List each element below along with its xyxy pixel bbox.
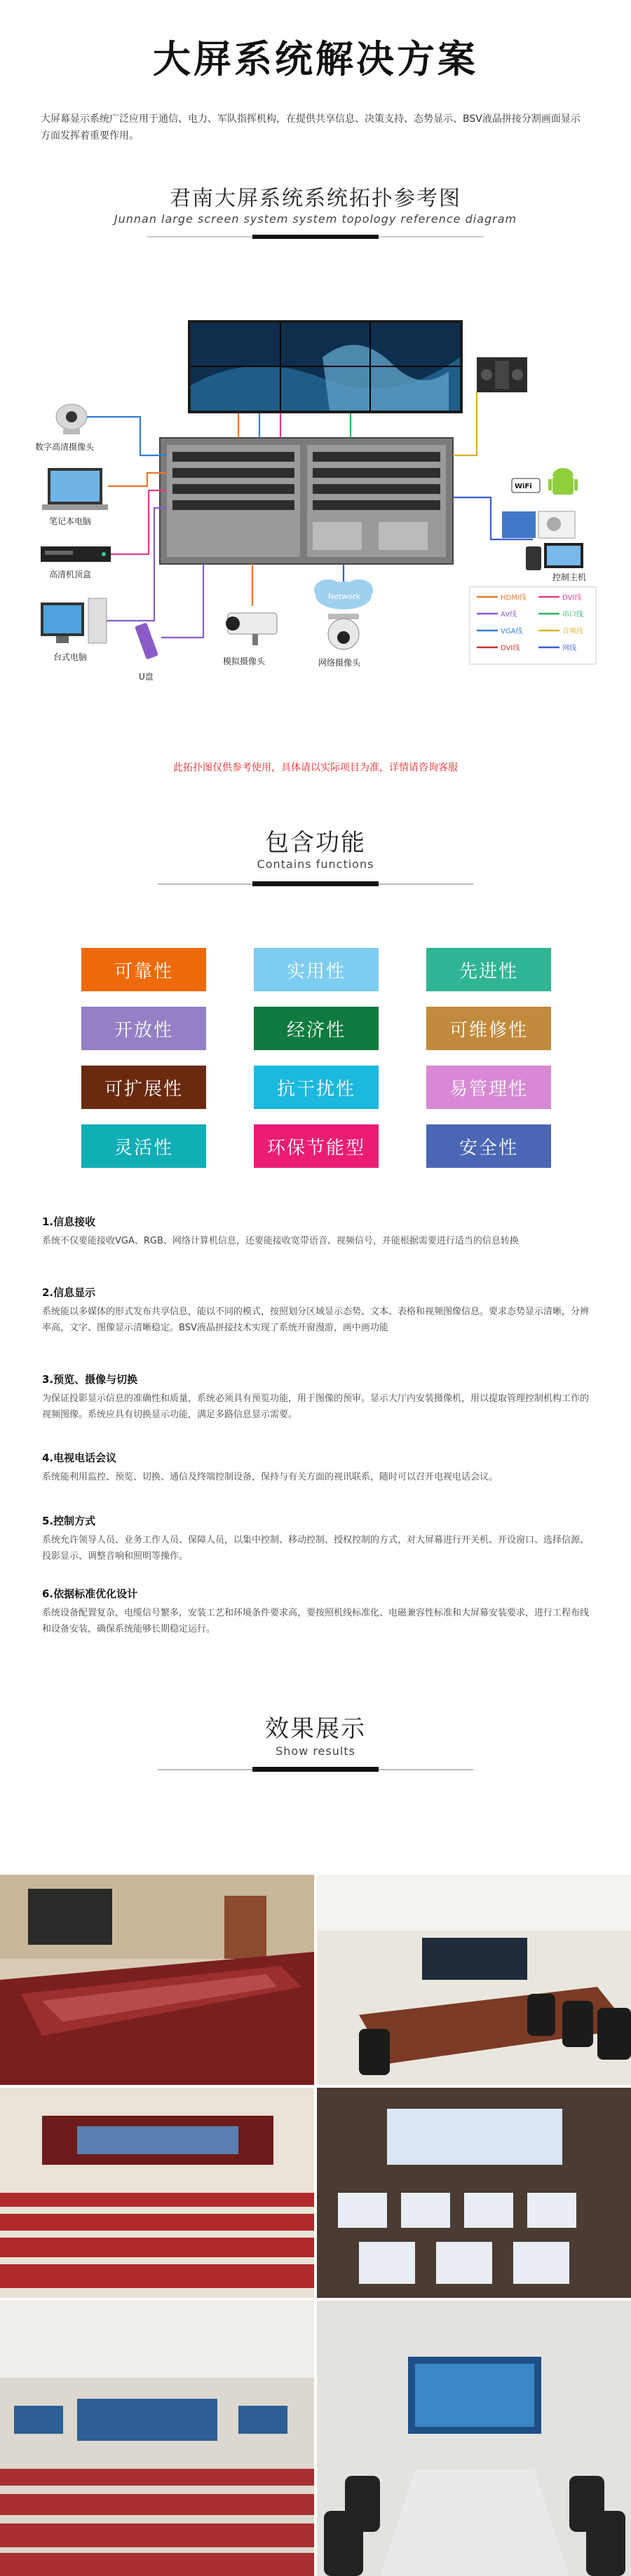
matrix-chassis (160, 438, 453, 564)
analog-camera-label: 模拟摄像头 (223, 656, 266, 666)
tile-anti-interference: 抗干扰性 (254, 1066, 379, 1109)
intro-text: 大屏幕显示系统广泛应用于通信、电力、军队指挥机构，在提供共享信息、决策支持、态势显示、BSV液晶拼接分割画面显示方面发挥着重要作用。 (41, 113, 581, 142)
feature-6-title: 6.依据标准优化设计 (42, 1587, 138, 1600)
feature-2-text: 系统能以多媒体的形式发布共享信息，能以不同的模式，按照划分区域显示态势、文本、表格和视频图像信息。要求态势显示清晰，分辨率高，文字、图像显示清晰稳定。BSV液晶拼接技术实现了系统开窗漫游，画中画功能 (42, 1307, 590, 1333)
legend-label: 串口线 (562, 611, 583, 619)
network-cloud-icon (314, 579, 373, 609)
tile-manageability: 易管理性 (426, 1066, 551, 1109)
legend-label: VGA线 (501, 628, 523, 635)
photo-lecture-hall (0, 2301, 314, 2576)
hd-camera-icon (56, 404, 87, 434)
usb-icon (135, 622, 158, 659)
feature-6-text: 系统设备配置复杂，电缆信号繁多，安装工艺和环境条件要求高，要按照机线标准化、电磁兼容性标准和大屏幕安装要求，进行工程布线和设备安装，确保系统能够长期稳定运行。 (42, 1608, 590, 1634)
wifi-icon (512, 478, 540, 493)
results-divider-accent (252, 1767, 379, 1772)
legend-label: 音频线 (562, 628, 583, 635)
tile-reliability: 可靠性 (81, 948, 206, 991)
feature-5-text: 系统允许领导人员、业务工作人员、保障人员，以集中控制、移动控制、授权控制的方式，对大屏幕进行开关机、开设窗口、选择信源、投影显示、调整音响和照明等操作。 (42, 1535, 590, 1562)
topology-diagram (28, 245, 603, 736)
feature-1-text: 系统不仅要能接收VGA、RGB、网络计算机信息，还要能接收宽带语音、视频信号，并能根据需要进行适当的信息转换 (42, 1236, 519, 1246)
photo-auditorium (0, 2088, 314, 2298)
functions-title: 包含功能 (265, 829, 366, 857)
usb-label: U盘 (139, 672, 154, 682)
feature-3-text: 为保证投影显示信息的准确性和质量，系统必须具有预览功能，用于图像的预审。显示大厅内安装摄像机，用以提取管理控制机构工作的视频图像。系统应具有切换显示功能，满足多路信息显示需要。 (42, 1393, 590, 1420)
tile-security: 安全性 (426, 1124, 551, 1168)
desktop-icon (41, 598, 107, 643)
functions-divider-accent (252, 881, 379, 886)
legend-label: DVI线 (562, 594, 582, 602)
cable-legend (470, 587, 596, 664)
legend-label: DVI线 (501, 645, 520, 652)
tile-economy: 经济性 (254, 1007, 379, 1050)
ip-camera-label: 网络摄像头 (318, 658, 361, 668)
desktop-label: 台式电脑 (53, 652, 88, 662)
tile-scalability: 可扩展性 (81, 1066, 206, 1109)
legend-label: AV线 (501, 611, 517, 619)
laptop-icon (42, 468, 108, 510)
control-host-label: 控制主机 (552, 572, 587, 582)
network-label: Network (328, 592, 360, 601)
feature-4-text: 系统能利用监控、预览、切换、通信及终端控制设备，保持与有关方面的视讯联系，随时可以召开电视电话会议。 (42, 1472, 498, 1482)
results-subtitle: Show results (276, 1744, 355, 1758)
tile-maintainability: 可维修性 (426, 1007, 551, 1050)
topology-note: 此拓扑图仅供参考使用，具体请以实际项目为准，详情请咨询客服 (173, 762, 458, 773)
feature-2-title: 2.信息显示 (42, 1286, 96, 1299)
ip-camera-icon (328, 614, 359, 649)
feature-6 (42, 1586, 589, 1637)
laptop-label: 笔记本电脑 (49, 516, 92, 526)
legend-label: 网线 (562, 645, 576, 652)
feature-1-title: 1.信息接收 (42, 1215, 96, 1228)
feature-4 (42, 1450, 589, 1485)
feature-5 (42, 1513, 589, 1564)
feature-3 (42, 1372, 589, 1423)
tile-openness: 开放性 (81, 1007, 206, 1050)
wifi-label: WiFi (515, 483, 532, 490)
legend-label: HDMI线 (501, 594, 527, 602)
feature-3-title: 3.预览、摄像与切换 (42, 1373, 138, 1386)
set-top-box-icon (41, 546, 111, 562)
set-top-box-label: 高清机顶盒 (49, 570, 92, 579)
tile-flexibility: 灵活性 (81, 1124, 206, 1168)
topology-title: 君南大屏系统系统拓扑参考图 (170, 186, 461, 211)
feature-4-title: 4.电视电话会议 (42, 1452, 117, 1464)
feature-1 (42, 1214, 589, 1249)
results-title: 效果展示 (265, 1715, 366, 1743)
feature-2 (42, 1285, 589, 1336)
tile-practicality: 实用性 (254, 948, 379, 991)
feature-5-title: 5.控制方式 (42, 1515, 96, 1527)
page-title: 大屏系统解决方案 (153, 37, 478, 81)
video-wall (188, 320, 463, 413)
photo-conference-red-table (0, 1875, 314, 2085)
topology-subtitle: Junnan large screen system system topology reference diagram (114, 212, 517, 226)
tile-energy-saving: 环保节能型 (254, 1124, 379, 1168)
analog-camera-icon (226, 613, 277, 645)
control-devices (502, 511, 583, 570)
photo-meeting-video-wall (317, 2301, 631, 2576)
functions-subtitle: Contains functions (257, 857, 374, 871)
android-icon (548, 468, 578, 495)
tile-advancement: 先进性 (426, 948, 551, 991)
topology-divider-accent (252, 235, 379, 239)
function-tiles (81, 948, 551, 1179)
hd-camera-label: 数字高清摄像头 (35, 442, 95, 452)
photo-control-room (317, 2088, 631, 2298)
speaker-icon (477, 357, 527, 392)
photo-conference-chairs (317, 1875, 631, 2085)
topology-svg (28, 245, 603, 736)
